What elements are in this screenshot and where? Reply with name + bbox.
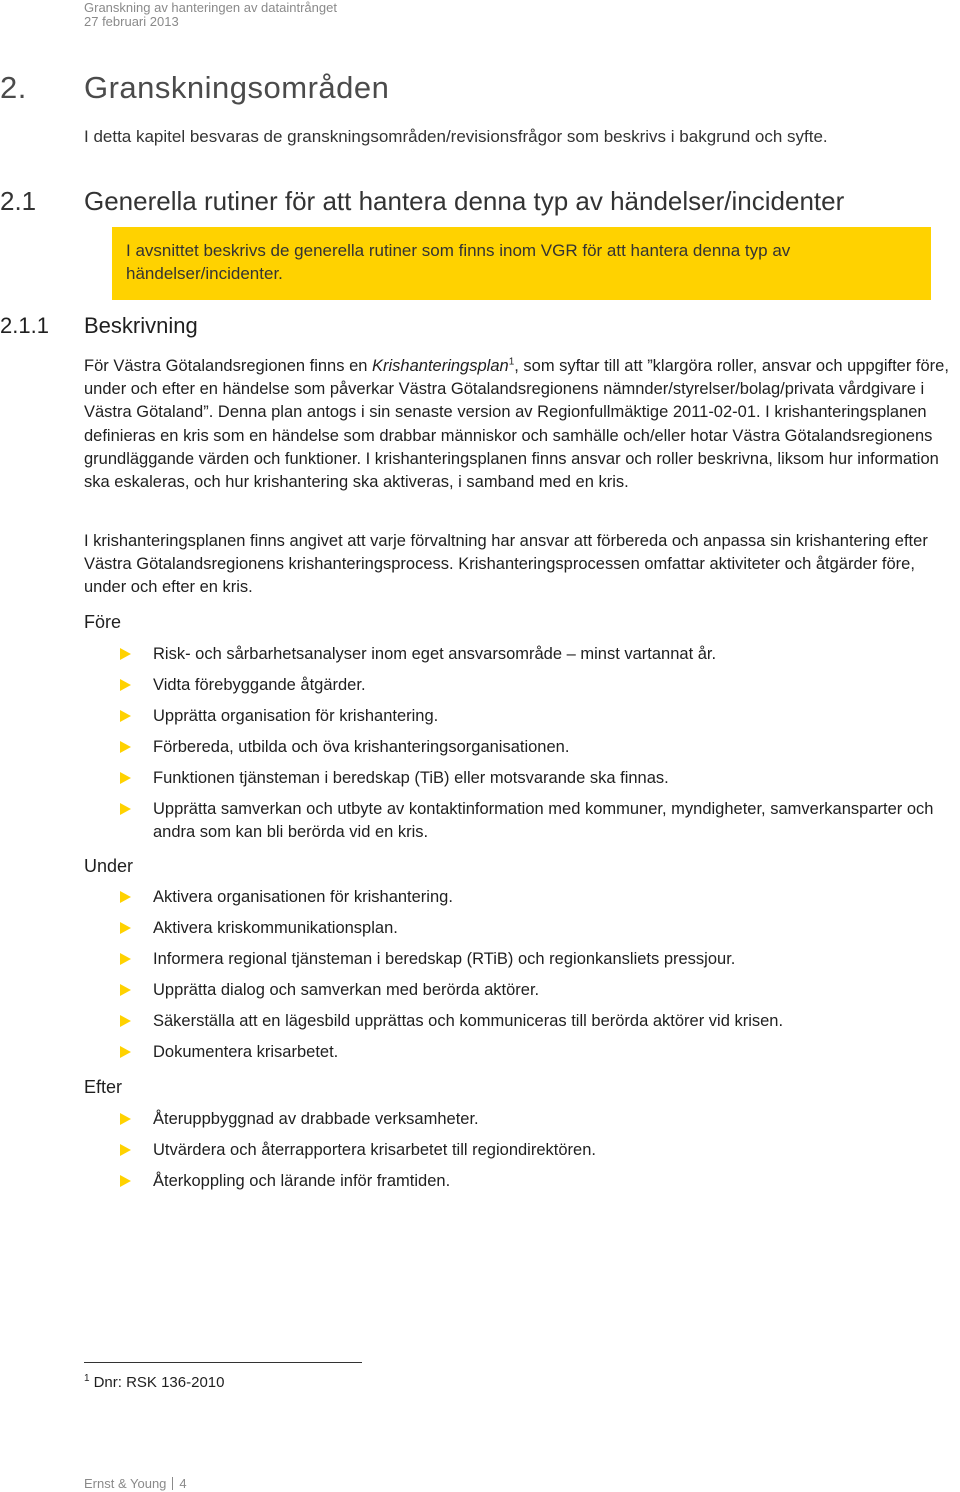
list-item-text: Dokumentera krisarbetet. [153,1043,339,1061]
list-item-text: Återkoppling och lärande inför framtiden. [153,1172,451,1190]
header-date: 27 februari 2013 [84,14,179,29]
bullet-triangle-icon [120,922,131,934]
list-item [120,767,950,790]
list-item [120,886,950,909]
section-intro: I detta kapitel besvaras de granskningsområden/revisionsfrågor som beskrivs i bakgrund och syfte. [84,127,828,146]
list-item-text: Upprätta samverkan och utbyte av kontaktinformation med kommuner, myndigheter, samverkansparter och andra som kan bli berörda vid en kris. [153,800,934,841]
list-item-text: Säkerställa att en lägesbild upprättas och kommuniceras till berörda aktörer vid krisen. [153,1012,784,1030]
list-item-text: Upprätta organisation för krishantering. [153,707,439,725]
list-item-text: Informera regional tjänsteman i beredskap (RTiB) och regionkansliets pressjour. [153,950,736,968]
bullet-triangle-icon [120,1046,131,1058]
list-item-text: Förbereda, utbilda och öva krishanteringsorganisationen. [153,738,570,756]
efter-heading: Efter [84,1077,123,1097]
footer-company: Ernst & Young [84,1476,167,1491]
list-item [120,948,950,971]
bullet-triangle-icon [120,679,131,691]
subsection-heading [0,186,844,217]
footnote [84,1373,224,1391]
section-number: 2. [0,70,27,105]
bullet-triangle-icon [120,1015,131,1027]
list-item-text: Vidta förebyggande åtgärder. [153,676,366,694]
list-item [120,798,950,844]
list-item [120,1139,950,1162]
footnote-ref: 1 [508,356,515,368]
list-item [120,979,950,1002]
list-item [120,1010,950,1033]
list-item-text: Återuppbyggnad av drabbade verksamheter. [153,1110,479,1128]
para1-post: , som syftar till att ”klargöra roller, ansvar och uppgifter före, under och efter en händelse som påverkar Västra Götalandsregionens nämnder/styrelser/bolag/privata vårdgivare i Västra Götaland”. Denna plan antogs i sin senaste version av Regionfullmäktige 2011-02-01. I krishanteringsplanen definieras en kris som en händelse som drabbar människor och samhälle och/eller hotar Västra Götalandsregionens grundläggande värden och funktioner. I krishanteringsplanen finns ansvar och roller beskrivna, liksom hur information ska eskaleras, och hur krishantering ska aktiveras, i samband med en kris. [84,357,949,492]
under-list [120,886,950,1064]
bullet-triangle-icon [120,648,131,660]
footer-separator [172,1477,173,1490]
bullet-triangle-icon [120,803,131,815]
subsubsection-heading [0,313,198,339]
plan-name: Krishanteringsplan [372,357,509,375]
summary-box: I avsnittet beskrivs de generella rutiner som finns inom VGR för att hantera denna typ av händelser/incidenter. [112,227,931,300]
bullet-triangle-icon [120,953,131,965]
list-item [120,674,950,697]
list-item-text: Utvärdera och återrapportera krisarbetet till regiondirektören. [153,1141,596,1159]
subsubsection-number: 2.1.1 [0,313,49,338]
bullet-triangle-icon [120,772,131,784]
under-heading: Under [84,856,134,876]
page-number: 4 [179,1476,187,1491]
bullet-triangle-icon [120,984,131,996]
efter-list [120,1108,950,1193]
list-item-text: Funktionen tjänsteman i beredskap (TiB) eller motsvarande ska finnas. [153,769,669,787]
subsection-title: Generella rutiner för att hantera denna typ av händelser/incidenter [84,186,845,216]
paragraph-2: I krishanteringsplanen finns angivet att varje förvaltning har ansvar att förbereda och anpassa sin krishantering efter Västra Götalandsregionens krishanteringsprocess. Krishanteringsprocessen omfattar aktiviteter och åtgärder före, under och efter en kris. [84,532,928,597]
bullet-triangle-icon [120,1113,131,1125]
fore-heading: Före [84,612,122,632]
section-heading [0,70,389,106]
list-item [120,1041,950,1064]
list-item [120,1108,950,1131]
list-item [120,705,950,728]
subsubsection-title: Beskrivning [84,313,198,338]
footnote-divider [84,1362,362,1363]
footnote-text: Dnr: RSK 136-2010 [93,1374,225,1391]
list-item-text: Upprätta dialog och samverkan med berörda aktörer. [153,981,540,999]
list-item [120,917,950,940]
page-footer [84,1476,187,1491]
list-item [120,1170,950,1193]
list-item-text: Aktivera organisationen för krishantering. [153,888,453,906]
subsection-number: 2.1 [0,186,37,216]
list-item [120,736,950,759]
header-title: Granskning av hanteringen av dataintrånget [84,0,337,15]
list-item-text: Aktivera kriskommunikationsplan. [153,919,398,937]
bullet-triangle-icon [120,710,131,722]
para1-pre: För Västra Götalandsregionen finns en [84,357,373,375]
fore-list [120,643,950,844]
bullet-triangle-icon [120,741,131,753]
bullet-triangle-icon [120,891,131,903]
footnote-marker: 1 [84,1373,90,1384]
list-item-text: Risk- och sårbarhetsanalyser inom eget ansvarsområde – minst vartannat år. [153,645,717,663]
list-item [120,643,950,666]
bullet-triangle-icon [120,1144,131,1156]
paragraph-1 [84,355,960,494]
bullet-triangle-icon [120,1175,131,1187]
section-title: Granskningsområden [84,70,390,105]
